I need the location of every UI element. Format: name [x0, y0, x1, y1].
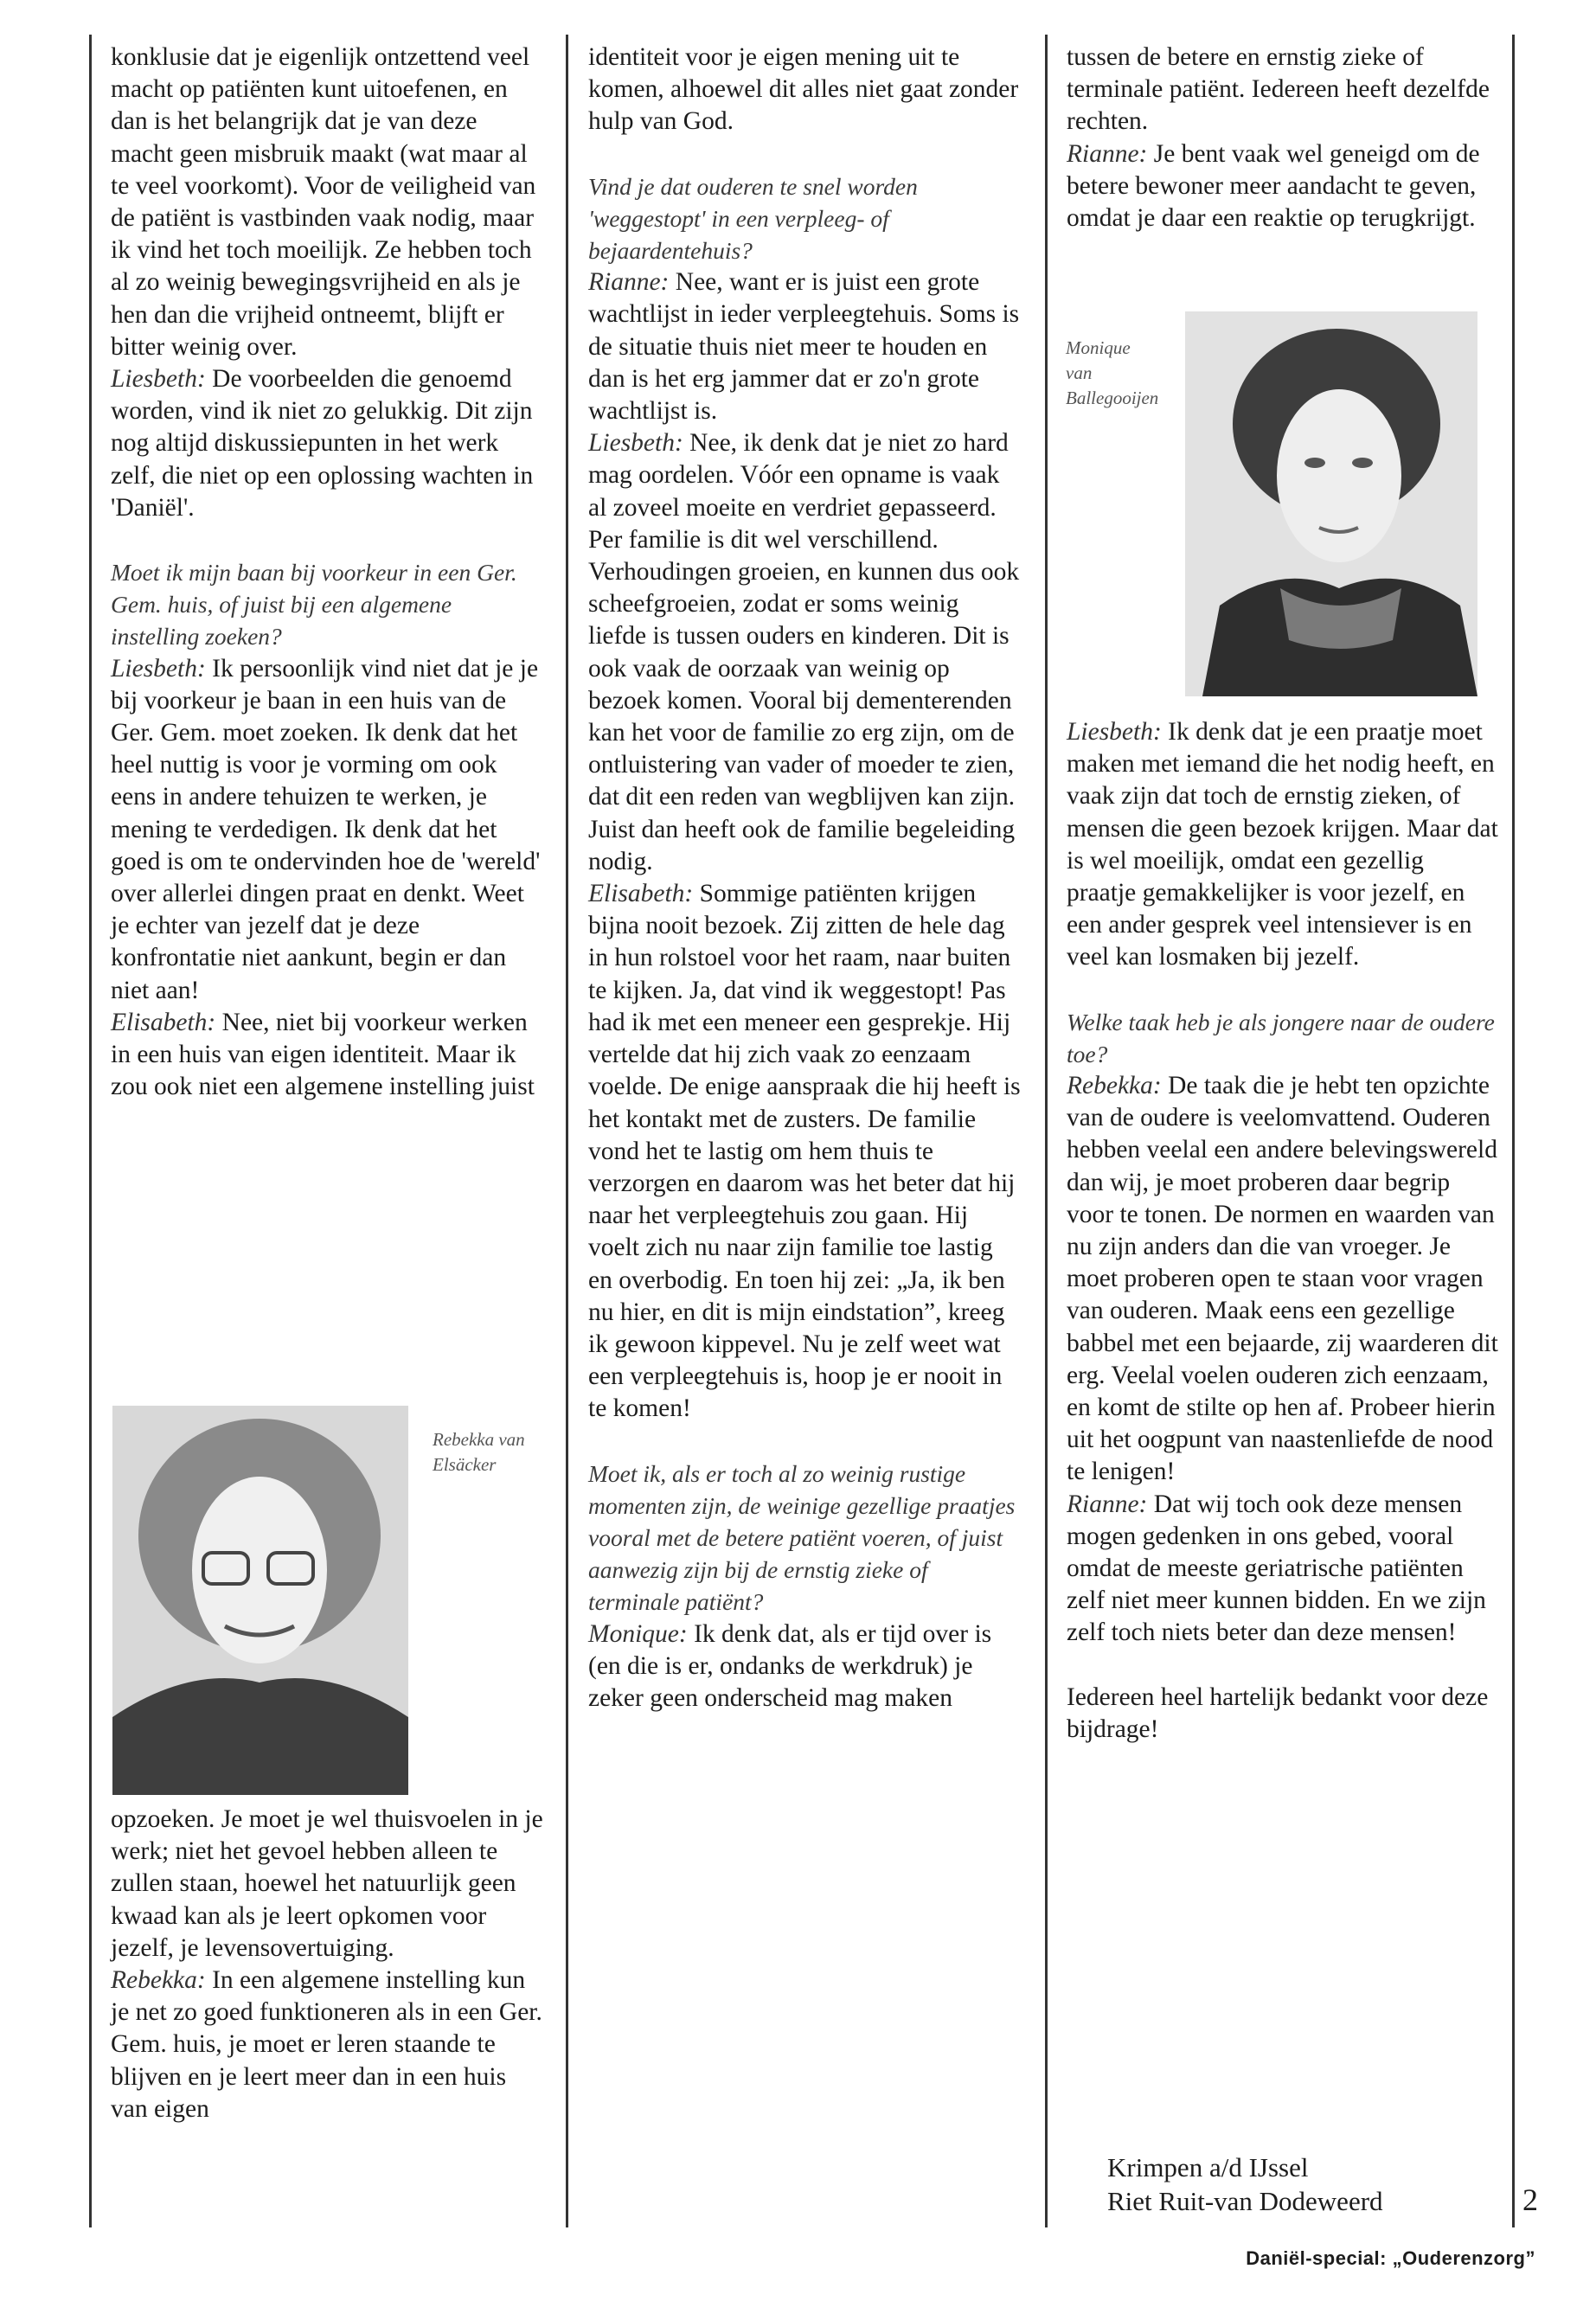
paragraph: opzoeken. Je moet je wel thuisvoelen in je werk; niet het gevoel hebben alleen te zullen staan, hoewel het natuurlijk geen kwaad kan als je leert opkomen voor jezelf, je levensovertuiging.: [111, 1805, 543, 1962]
column-rule-3: [1045, 35, 1048, 2227]
paragraph: [111, 653, 543, 1007]
interview-question: Moet ik, als er toch al zo weinig rustige momenten zijn, de weinige gezellige praatjes vooral met de betere patiënt voeren, of juist aanwezig zijn bij de ernstig zieke of terminale patiënt?: [588, 1459, 1016, 1616]
speaker-name: Liesbeth:: [588, 429, 683, 458]
closing-thanks: Iedereen heel hartelijk bedankt voor deze bijdrage!: [1067, 1682, 1489, 1743]
paragraph-text: Ik denk dat, als er tijd over is (en die is er, ondanks de werkdruk) je zeker geen onderscheid mag maken: [588, 1619, 992, 1712]
page-number: 2: [1522, 2182, 1538, 2217]
speaker-name: Rebekka:: [1067, 1072, 1162, 1100]
speaker-name: Liesbeth:: [111, 654, 206, 683]
paragraph: [588, 878, 1021, 1425]
photo-caption-monique: Monique van Ballegooijen: [1066, 337, 1159, 408]
speaker-name: Rebekka:: [111, 1966, 206, 1995]
paragraph: [588, 266, 1021, 427]
author-name: Riet Ruit-van Dodeweerd: [1107, 2186, 1383, 2216]
author-place: Krimpen a/d IJssel: [1107, 2152, 1309, 2182]
paragraph-text: Nee, niet bij voorkeur werken in een huis van eigen identiteit. Maar ik zou ook niet een algemene instelling juist: [111, 1008, 535, 1101]
interview-question: Vind je dat ouderen te snel worden 'weggestopt' in een verpleeg- of bejaardentehuis?: [588, 172, 918, 265]
paragraph-text: Nee, ik denk dat je niet zo hard mag oordelen. Vóór een opname is vaak al zoveel moeite en verdriet gepasseerd. Per familie is dit wel verschillend. Verhoudingen groeien, en kunnen dus ook scheefgroeien, zodat er soms weinig liefde is tussen ouders en kinderen. Dit is ook vaak de oorzaak van weinig op bezoek komen. Vooral bij dementerenden kan het voor de familie zo erg zijn, om de ontluistering van vader of moeder te zien, dat dit een reden van wegblijven kan zijn. Juist dan heeft ook de familie begeleiding nodig.: [588, 429, 1020, 875]
paragraph: tussen de betere en ernstig zieke of terminale patiënt. Iedereen heeft dezelfde rechten.: [1067, 43, 1490, 136]
paragraph: [588, 1618, 1021, 1715]
paragraph-text: Dat wij toch ook deze mensen mogen gedenken in ons gebed, vooral omdat de meeste geriatrische patiënten zelf niet meer kunnen bidden. En we zijn zelf toch niets beter dan deze mensen!: [1067, 1490, 1486, 1647]
paragraph-text: In een algemene instelling kun je net zo goed funktioneren als in een Ger. Gem. huis, je moet er leren staande te blijven en je leert meer dan in een huis van eigen: [111, 1966, 542, 2123]
column-rule-left: [89, 35, 92, 2227]
paragraph-text: De voorbeelden die genoemd worden, vind ik niet zo gelukkig. Dit zijn nog altijd diskussiepunten in het werk zelf, die niet op een oplossing wachten in 'Daniël'.: [111, 365, 534, 522]
speaker-name: Liesbeth:: [1067, 718, 1162, 746]
paragraph-text: Sommige patiënten krijgen bijna nooit bezoek. Zij zitten de hele dag in hun rolstoel voor het raam, naar buiten te kijken. Ja, dat vind ik weggestopt! Pas had ik met een meneer een gesprekje. Hij vertelde dat hij zich vaak zo eenzaam voelde. De enige aanspraak die hij heeft is het kontakt met de zusters. De familie vond het te lastig om hem thuis te verzorgen en daarom was het beter dat hij naar het verpleegtehuis zou gaan. Hij voelt zich nu naar zijn familie toe lastig en overbodig. En toen hij zei: „Ja, ik ben nu hier, en dit is mijn eindstation”, kreeg ik gewoon kippevel. Nu je zelf weet wat een verpleegtehuis is, hoop je er nooit in te komen!: [588, 880, 1021, 1423]
column-3-continued: [1067, 716, 1499, 1746]
speaker-name: Liesbeth:: [111, 365, 206, 394]
portrait-photo-monique: [1185, 311, 1477, 696]
speaker-name: Monique:: [588, 1619, 688, 1648]
speaker-name: Rianne:: [1067, 1490, 1148, 1518]
interview-question: Welke taak heb je als jongere naar de oudere toe?: [1067, 1008, 1495, 1067]
running-title: Daniël-special: „Ouderenzorg”: [1246, 2247, 1535, 2269]
author-signature: [1107, 2150, 1383, 2218]
portrait-image: [112, 1406, 408, 1795]
speaker-name: Elisabeth:: [111, 1008, 216, 1036]
paragraph: [1067, 1489, 1499, 1650]
portrait-photo-rebekka: [112, 1406, 408, 1795]
paragraph: konklusie dat je eigenlijk ontzettend veel macht op patiënten kunt uitoefenen, en dan is het belangrijk dat je van deze macht geen misbruik maakt (wat maar al te veel voorkomt). Voor de veiligheid van de patiënt is vastbinden vaak nodig, maar ik vind het toch moeilijk. Ze hebben toch al zo weinig bewegingsvrijheid en als je hen dan die vrijheid ontneemt, blijft er bitter weinig over.: [111, 43, 536, 361]
speaker-name: Rianne:: [1067, 139, 1148, 168]
column-rule-2: [566, 35, 568, 2227]
speaker-name: Elisabeth:: [588, 880, 694, 908]
portrait-image: [1185, 311, 1477, 696]
paragraph: [111, 1965, 543, 2125]
paragraph: [588, 427, 1021, 878]
column-2: [588, 42, 1021, 1715]
column-1: [111, 42, 543, 1104]
interview-question: Moet ik mijn baan bij voorkeur in een Ger. Gem. huis, of juist bij een algemene instelling zoeken?: [111, 559, 517, 651]
paragraph: [1067, 1070, 1499, 1489]
paragraph: [111, 363, 543, 524]
paragraph-text: De taak die je hebt ten opzichte van de oudere is veelomvattend. Ouderen hebben veelal een andere belevingswereld dan wij, je moet proberen daar begrip voor te tonen. De normen en waarden van nu zijn anders dan die van vroeger. Je moet proberen open te staan voor vragen van ouderen. Maak eens een gezellige babbel met een bejaarde, zij waarderen dit erg. Veelal voelen ouderen zich eenzaam, en komt de stilte op hen af. Probeer hierin uit het oogpunt van naastenliefde de nood te lenigen!: [1067, 1072, 1498, 1486]
paragraph: [1067, 716, 1499, 974]
column-3: [1067, 42, 1499, 234]
column-rule-right: [1512, 35, 1515, 2227]
column-1-continued: [111, 1804, 543, 2125]
paragraph: [1067, 138, 1499, 235]
paragraph-text: Nee, want er is juist een grote wachtlijst in ieder verpleegtehuis. Soms is de situatie thuis niet meer te houden en dan is het erg jammer dat er zo'n grote wachtlijst is.: [588, 268, 1020, 426]
paragraph: [111, 1007, 543, 1104]
photo-caption-rebekka: Rebekka van Elsäcker: [433, 1429, 525, 1475]
paragraph-text: Ik denk dat je een praatje moet maken met iemand die het nodig heeft, en vaak zijn dat toch de ernstig zieken, of mensen die geen bezoek krijgen. Maar dat is wel moeilijk, omdat een gezellig praatje gemakkelijker is voor jezelf, en een ander gesprek veel intensiever is en veel kan losmaken bij jezelf.: [1067, 718, 1498, 971]
paragraph: identiteit voor je eigen mening uit te komen, alhoewel dit alles niet gaat zonder hulp van God.: [588, 43, 1019, 136]
paragraph-text: Ik persoonlijk vind niet dat je je bij voorkeur je baan in een huis van de Ger. Gem. moet zoeken. Ik denk dat het heel nuttig is voor je vorming om ook eens in andere tehuizen te werken, je mening te verdedigen. Ik denk dat het goed is om te ondervinden hoe de 'wereld' over allerlei dingen praat en denkt. Weet je echter van jezelf dat je deze konfrontatie niet aankunt, begin er dan niet aan!: [111, 654, 541, 1004]
paragraph-text: Je bent vaak wel geneigd om de betere bewoner meer aandacht te geven, omdat je daar een reaktie op terugkrijgt.: [1067, 139, 1480, 233]
speaker-name: Rianne:: [588, 268, 670, 297]
